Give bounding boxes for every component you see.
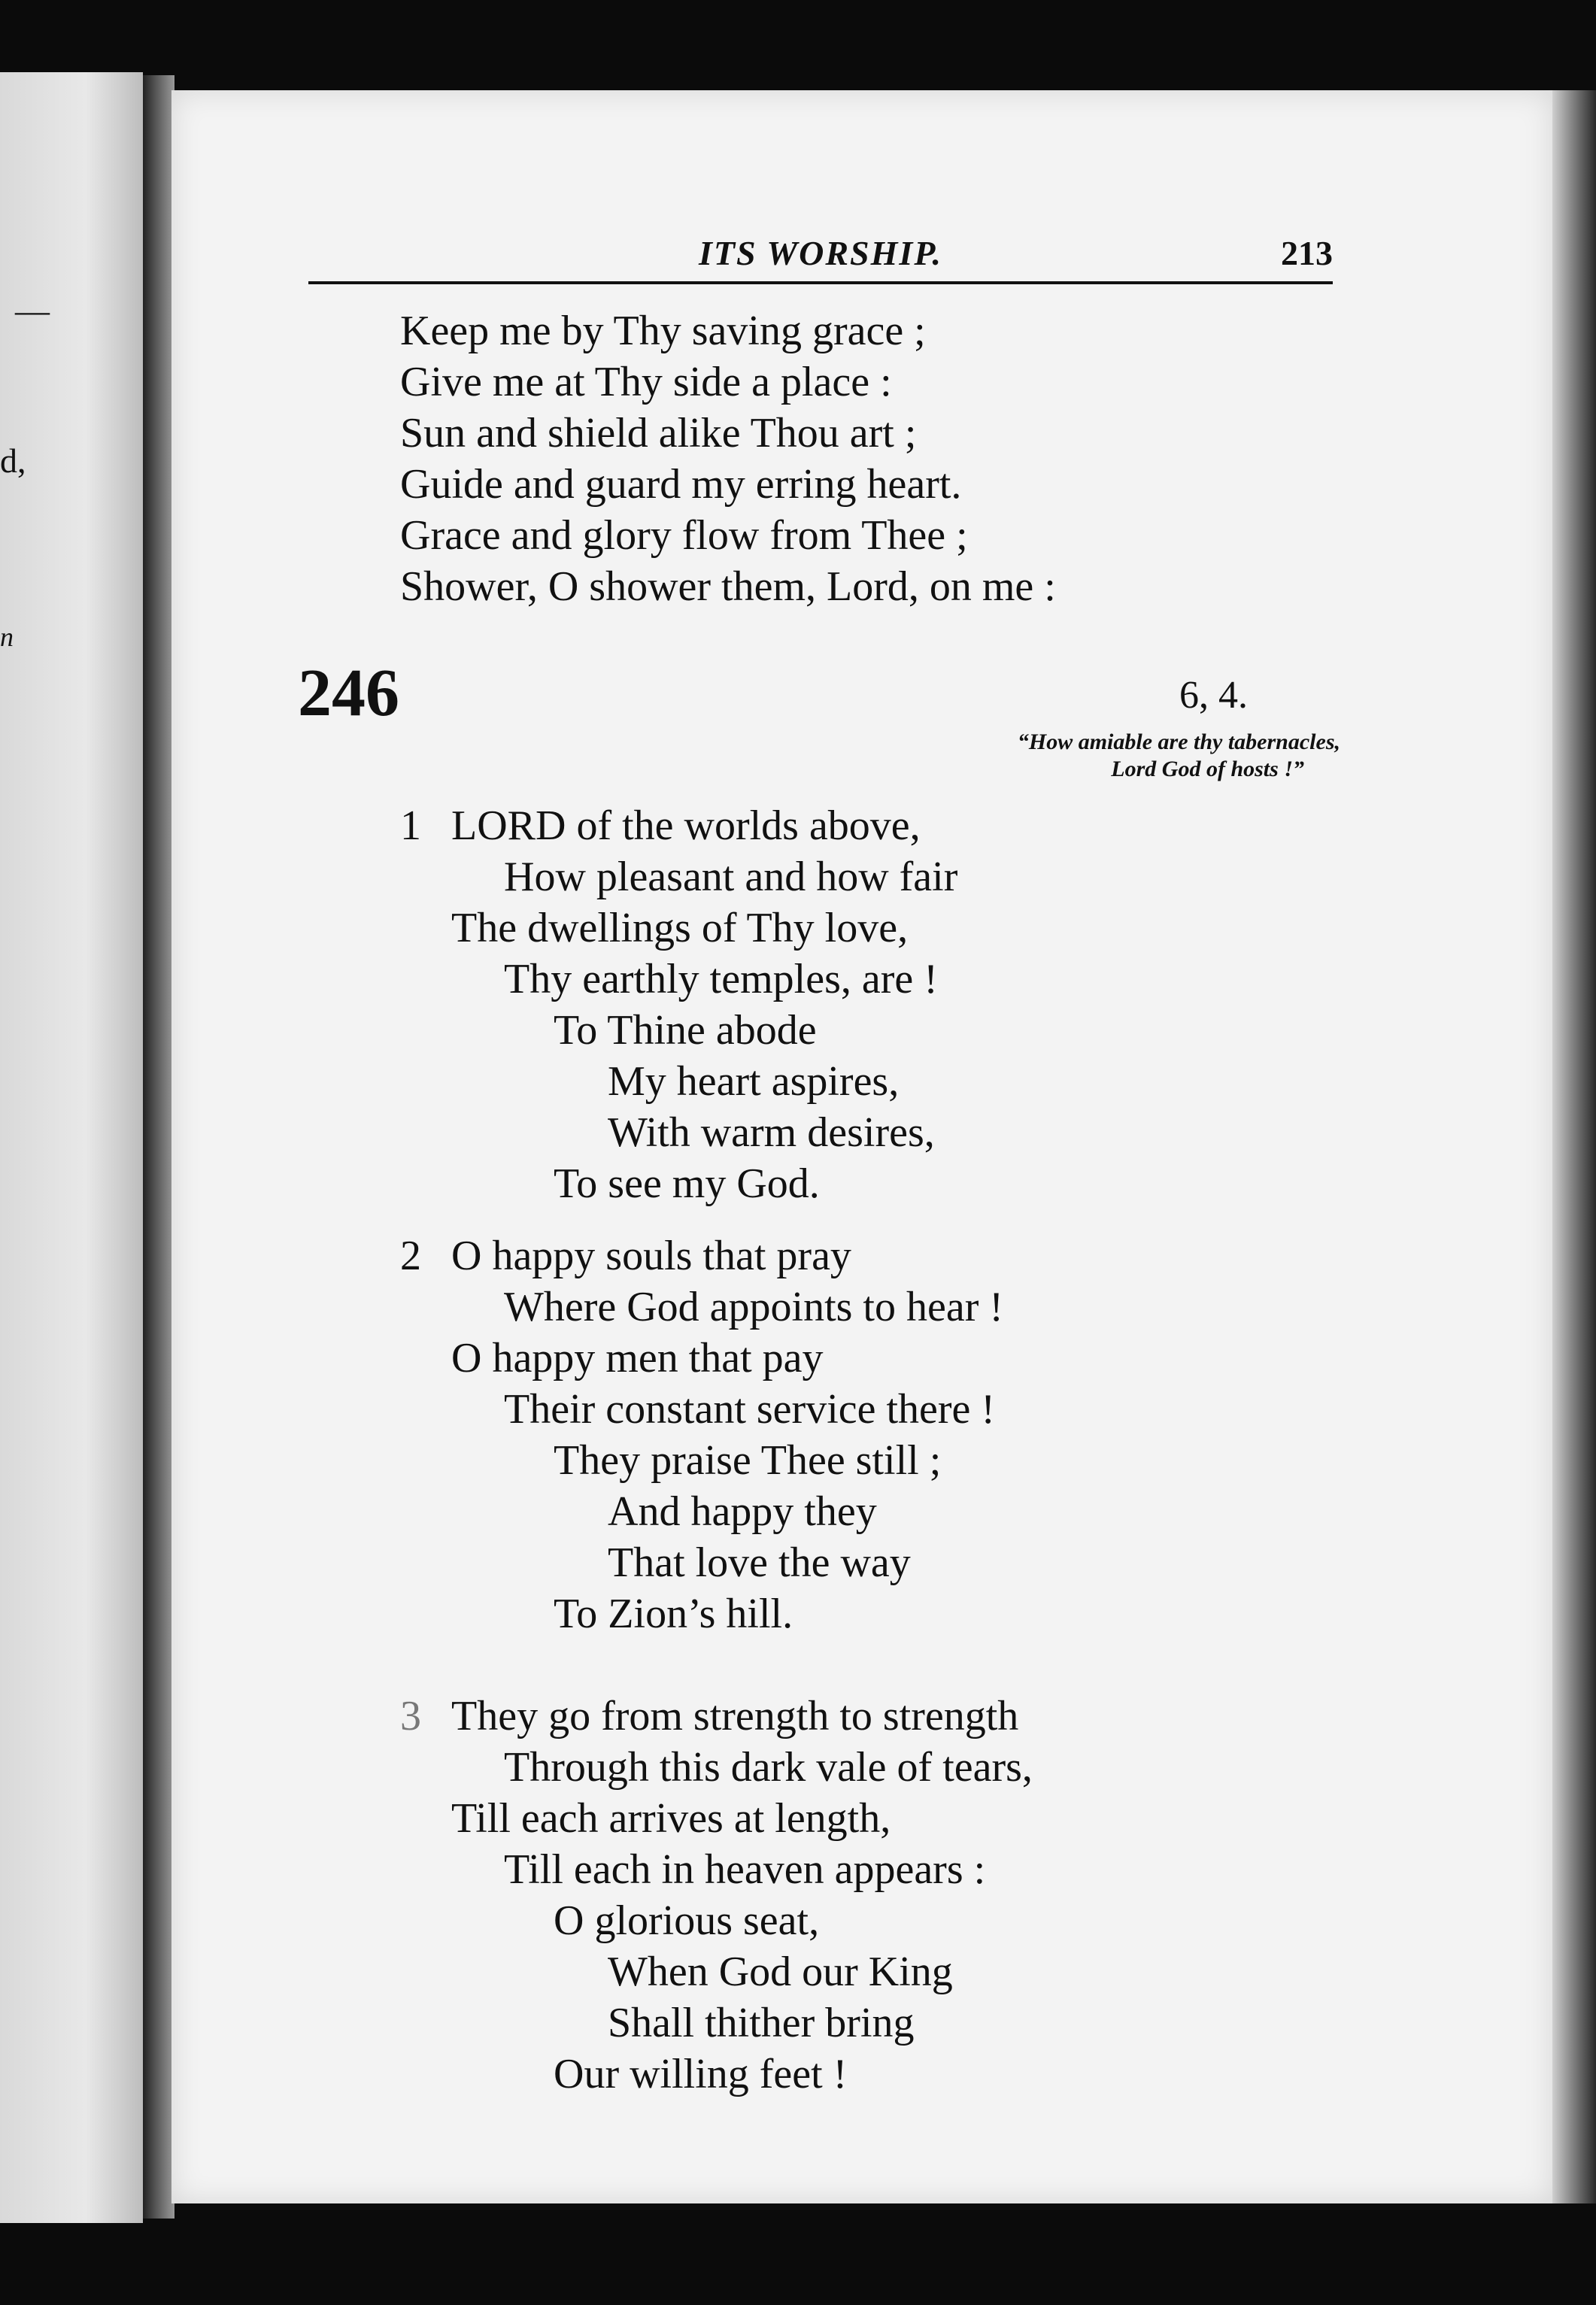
page-edge-shadow [1552,90,1596,2203]
running-header [308,233,1333,286]
verse-line: With warm desires, [608,1109,935,1156]
epigraph-line: Lord God of hosts !” [1111,757,1304,781]
hymn-number: 246 [298,656,399,730]
verse-line: Where God appoints to hear ! [504,1284,1003,1330]
running-title: ITS WORSHIP. [699,234,942,272]
verse-line: Our willing feet ! [554,2051,848,2097]
verse-line: To see my God. [554,1160,820,1207]
verse-line: How pleasant and how fair [504,854,958,900]
page-number: 213 [1281,234,1333,272]
verse-line: Thy earthly temples, are ! [504,956,938,1002]
stanza-number: 3 [400,1693,421,1739]
hymn-meter: 6, 4. [1179,674,1248,717]
verse-line: That love the way [608,1539,911,1586]
verse-line: They praise Thee still ; [554,1437,942,1484]
verse-line: They go from strength to strength [451,1693,1019,1739]
verse-line: Through this dark vale of tears, [504,1744,1033,1791]
stanza-number: 1 [400,802,421,849]
header-rule [308,281,1333,284]
verse-line: The dwellings of Thy love, [451,905,909,951]
epigraph-line: “How amiable are thy tabernacles, [1017,729,1340,754]
verse-line: When God our King [608,1949,953,1995]
verse-line: Sun and shield alike Thou art ; [400,410,917,456]
left-page-mark: — [15,291,50,329]
verse-line: Guide and guard my erring heart. [400,461,962,508]
left-page-mark: d, [0,441,26,480]
stanza-number: 2 [400,1233,421,1279]
book-gutter [143,75,174,2219]
verse-line: Shower, O shower them, Lord, on me : [400,563,1056,610]
verse-line: Till each arrives at length, [451,1795,891,1842]
book-page [171,90,1552,2203]
verse-line: Grace and glory flow from Thee ; [400,512,968,559]
verse-line: To Thine abode [554,1007,817,1054]
verse-line: O happy souls that pray [451,1233,851,1279]
verse-line: Their constant service there ! [504,1386,996,1433]
verse-line: O happy men that pay [451,1335,824,1381]
left-page-mark: n [0,622,14,652]
adjacent-left-page [0,72,143,2223]
verse-line: Give me at Thy side a place : [400,359,892,405]
verse-line: LORD of the worlds above, [451,802,921,849]
verse-line: Till each in heaven appears : [504,1846,986,1893]
verse-line: To Zion’s hill. [554,1591,793,1637]
verse-line: O glorious seat, [554,1897,820,1944]
verse-line: My heart aspires, [608,1058,900,1105]
verse-line: Shall thither bring [608,2000,915,2046]
verse-line: And happy they [608,1488,877,1535]
verse-line: Keep me by Thy saving grace ; [400,308,926,354]
